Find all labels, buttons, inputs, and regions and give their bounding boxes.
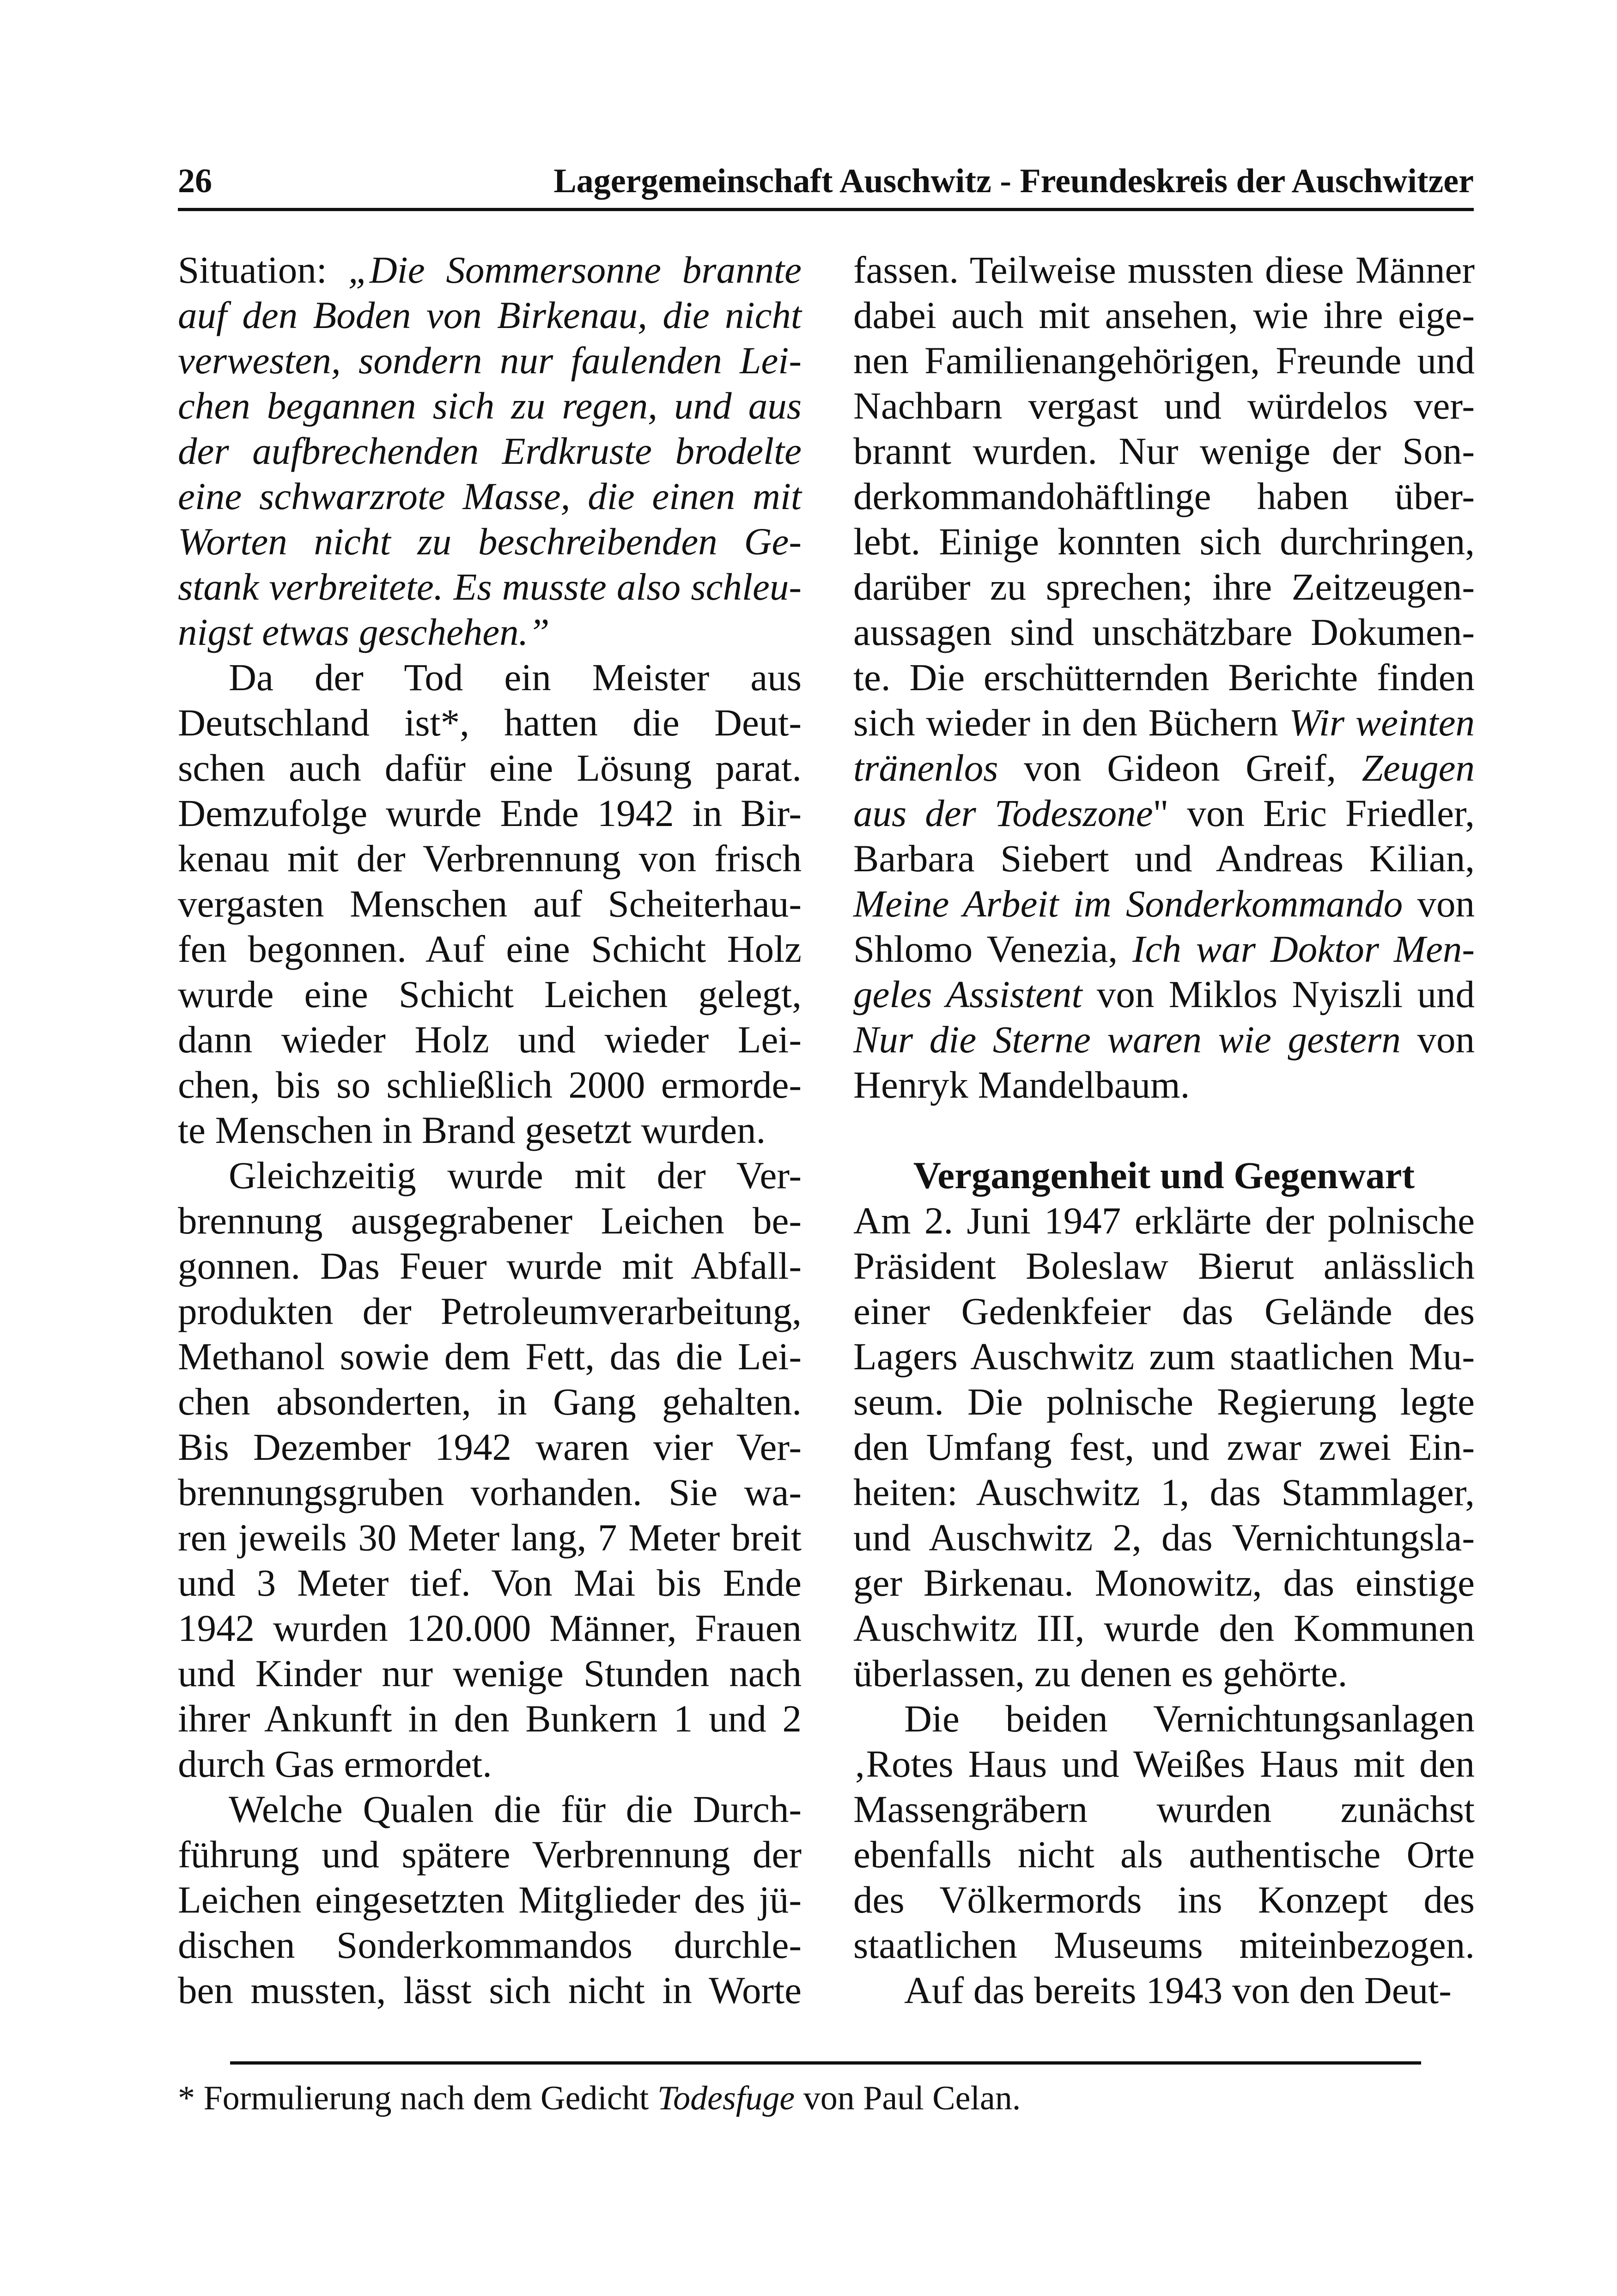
- text-line: gonnen. Das Feuer wurde mit Abfall-: [178, 1245, 802, 1287]
- text-line: Bis Dezember 1942 waren vier Ver-: [178, 1426, 802, 1468]
- text-line: Gleichzeitig wurde mit der Ver-: [229, 1154, 802, 1197]
- text-line: Meine Arbeit im Sonderkommando von: [853, 882, 1475, 925]
- text-line: wurde eine Schicht Leichen gelegt,: [178, 973, 802, 1015]
- text-line: brannt wurden. Nur wenige der Son-: [853, 430, 1475, 472]
- text-line: staatlichen Museums miteinbezogen.: [853, 1924, 1475, 1966]
- text-line: heiten: Auschwitz 1, das Stammlager,: [853, 1471, 1475, 1513]
- text-line: ebenfalls nicht als authentische Orte: [853, 1833, 1475, 1876]
- text-line: eine schwarzrote Masse, die einen mit: [178, 475, 802, 517]
- poem-title: Todesfuge: [657, 2079, 795, 2117]
- left-column: [178, 247, 802, 2013]
- section-spacer: [853, 1107, 1475, 1153]
- text-line: nen Familienangehörigen, Freunde und: [853, 339, 1475, 382]
- text-line: chen, bis so schließlich 2000 ermorde-: [178, 1063, 802, 1106]
- text-line: Worten nicht zu beschreibenden Ge-: [178, 520, 802, 563]
- text-line: lebt. Einige konnten sich durchringen,: [853, 520, 1475, 563]
- text-line: kenau mit der Verbrennung von frisch: [178, 837, 802, 880]
- text-line: geles Assistent von Miklos Nyiszli und: [853, 973, 1475, 1015]
- text-line: und Auschwitz 2, das Vernichtungsla-: [853, 1516, 1475, 1559]
- text-line: nigst etwas geschehen.”: [178, 611, 550, 653]
- text-line: Barbara Siebert und Andreas Kilian,: [853, 837, 1475, 880]
- text-line: Am 2. Juni 1947 erklärte der polnische: [853, 1199, 1475, 1242]
- page-header: [178, 157, 1474, 211]
- running-title: Lagergemeinschaft Auschwitz - Freundeskreis der Auschwitzer: [553, 162, 1474, 200]
- book-title: aus der Todeszone: [853, 792, 1153, 834]
- text-line: Die beiden Vernichtungsanlagen: [904, 1697, 1475, 1740]
- book-title: Ich war Doktor Men-: [1132, 928, 1475, 970]
- text-line: Auf das bereits 1943 von den Deut-: [904, 1969, 1452, 2011]
- book-title: Wir weinten: [1289, 701, 1475, 744]
- footnote-divider: [230, 2061, 1421, 2065]
- text-line: Situation: „Die Sommersonne brannte: [178, 249, 802, 291]
- right-column: [853, 247, 1475, 2013]
- book-title: Meine Arbeit im Sonderkommando: [853, 882, 1403, 925]
- text-line: Auschwitz III, wurde den Kommunen: [853, 1607, 1475, 1649]
- text-line: Leichen eingesetzten Mitglieder des jü-: [178, 1878, 802, 1921]
- section-heading: Vergangenheit und Gegenwart: [913, 1154, 1415, 1197]
- text-line: te Menschen in Brand gesetzt wurden.: [178, 1109, 766, 1151]
- text-line: stank verbreitete. Es musste also schleu-: [178, 565, 802, 608]
- text-line: ‚Rotes Haus und Weißes Haus mit den: [853, 1743, 1475, 1785]
- text-line: 1942 wurden 120.000 Männer, Frauen: [178, 1607, 802, 1649]
- text-line: der aufbrechenden Erdkruste brodelte: [178, 430, 802, 472]
- book-title: Nur die Sterne waren wie gestern: [853, 1018, 1401, 1061]
- text-line: chen begannen sich zu regen, und aus: [178, 384, 802, 427]
- footnote: * Formulierung nach dem Gedicht Todesfuge von Paul Celan.: [178, 2079, 1021, 2117]
- text-line: schen auch dafür eine Lösung parat.: [178, 747, 802, 789]
- page-number: 26: [178, 162, 212, 200]
- text-line: seum. Die polnische Regierung legte: [853, 1380, 1475, 1423]
- text-line: einer Gedenkfeier das Gelände des: [853, 1290, 1475, 1332]
- text-line: Henryk Mandelbaum.: [853, 1063, 1190, 1106]
- text-line: te. Die erschütternden Berichte finden: [853, 656, 1475, 699]
- text-line: Methanol sowie dem Fett, das die Lei-: [178, 1335, 802, 1378]
- text-line: chen absonderten, in Gang gehalten.: [178, 1380, 802, 1423]
- book-title: tränenlos: [853, 747, 998, 789]
- text-line: durch Gas ermordet.: [178, 1743, 492, 1785]
- text-line: führung und spätere Verbrennung der: [178, 1833, 802, 1876]
- book-title: Zeugen: [1362, 747, 1475, 789]
- text-line: Massengräbern wurden zunächst: [853, 1788, 1475, 1830]
- text-line: tränenlos von Gideon Greif, Zeugen: [853, 747, 1475, 789]
- text-line: Präsident Boleslaw Bierut anlässlich: [853, 1245, 1475, 1287]
- text-line: Da der Tod ein Meister aus: [229, 656, 802, 699]
- text-line: Deutschland ist*, hatten die Deut-: [178, 701, 802, 744]
- text-line: ihrer Ankunft in den Bunkern 1 und 2: [178, 1697, 802, 1740]
- text-line: des Völkermords ins Konzept des: [853, 1878, 1475, 1921]
- text-line: aus der Todeszone" von Eric Friedler,: [853, 792, 1475, 834]
- text-line: derkommandohäftlinge haben über-: [853, 475, 1475, 517]
- text-line: den Umfang fest, und zwar zwei Ein-: [853, 1426, 1475, 1468]
- text-line: Demzufolge wurde Ende 1942 in Bir-: [178, 792, 802, 834]
- text-line: fen begonnen. Auf eine Schicht Holz: [178, 928, 802, 970]
- text-line: sich wieder in den Büchern Wir weinten: [853, 701, 1475, 744]
- text-line: Welche Qualen die für die Durch-: [229, 1788, 802, 1830]
- text-line: auf den Boden von Birkenau, die nicht: [178, 294, 802, 336]
- text-line: vergasten Menschen auf Scheiterhau-: [178, 882, 802, 925]
- text-line: darüber zu sprechen; ihre Zeitzeugen-: [853, 565, 1475, 608]
- text-line: und Kinder nur wenige Stunden nach: [178, 1652, 802, 1695]
- text-line: Shlomo Venezia, Ich war Doktor Men-: [853, 928, 1475, 970]
- text-line: ren jeweils 30 Meter lang, 7 Meter breit: [178, 1516, 802, 1559]
- text-line: fassen. Teilweise mussten diese Männer: [853, 249, 1475, 291]
- text-line: aussagen sind unschätzbare Dokumen-: [853, 611, 1475, 653]
- text-line: und 3 Meter tief. Von Mai bis Ende: [178, 1561, 802, 1604]
- text-line: brennung ausgegrabener Leichen be-: [178, 1199, 802, 1242]
- text-line: dann wieder Holz und wieder Lei-: [178, 1018, 802, 1061]
- text-line: überlassen, zu denen es gehörte.: [853, 1652, 1348, 1695]
- text-line: brennungsgruben vorhanden. Sie wa-: [178, 1471, 802, 1513]
- text-line: produkten der Petroleumverarbeitung,: [178, 1290, 802, 1332]
- book-title: geles Assistent: [853, 973, 1082, 1015]
- text-line: dischen Sonderkommandos durchle-: [178, 1924, 802, 1966]
- text-line: dabei auch mit ansehen, wie ihre eige-: [853, 294, 1475, 336]
- text-line: ger Birkenau. Monowitz, das einstige: [853, 1561, 1475, 1604]
- text-line: Nachbarn vergast und würdelos ver-: [853, 384, 1475, 427]
- text-line: verwesten, sondern nur faulenden Lei-: [178, 339, 802, 382]
- text-line: ben mussten, lässt sich nicht in Worte: [178, 1969, 802, 2011]
- text-line: Nur die Sterne waren wie gestern von: [853, 1018, 1475, 1061]
- text-line: Lagers Auschwitz zum staatlichen Mu-: [853, 1335, 1475, 1378]
